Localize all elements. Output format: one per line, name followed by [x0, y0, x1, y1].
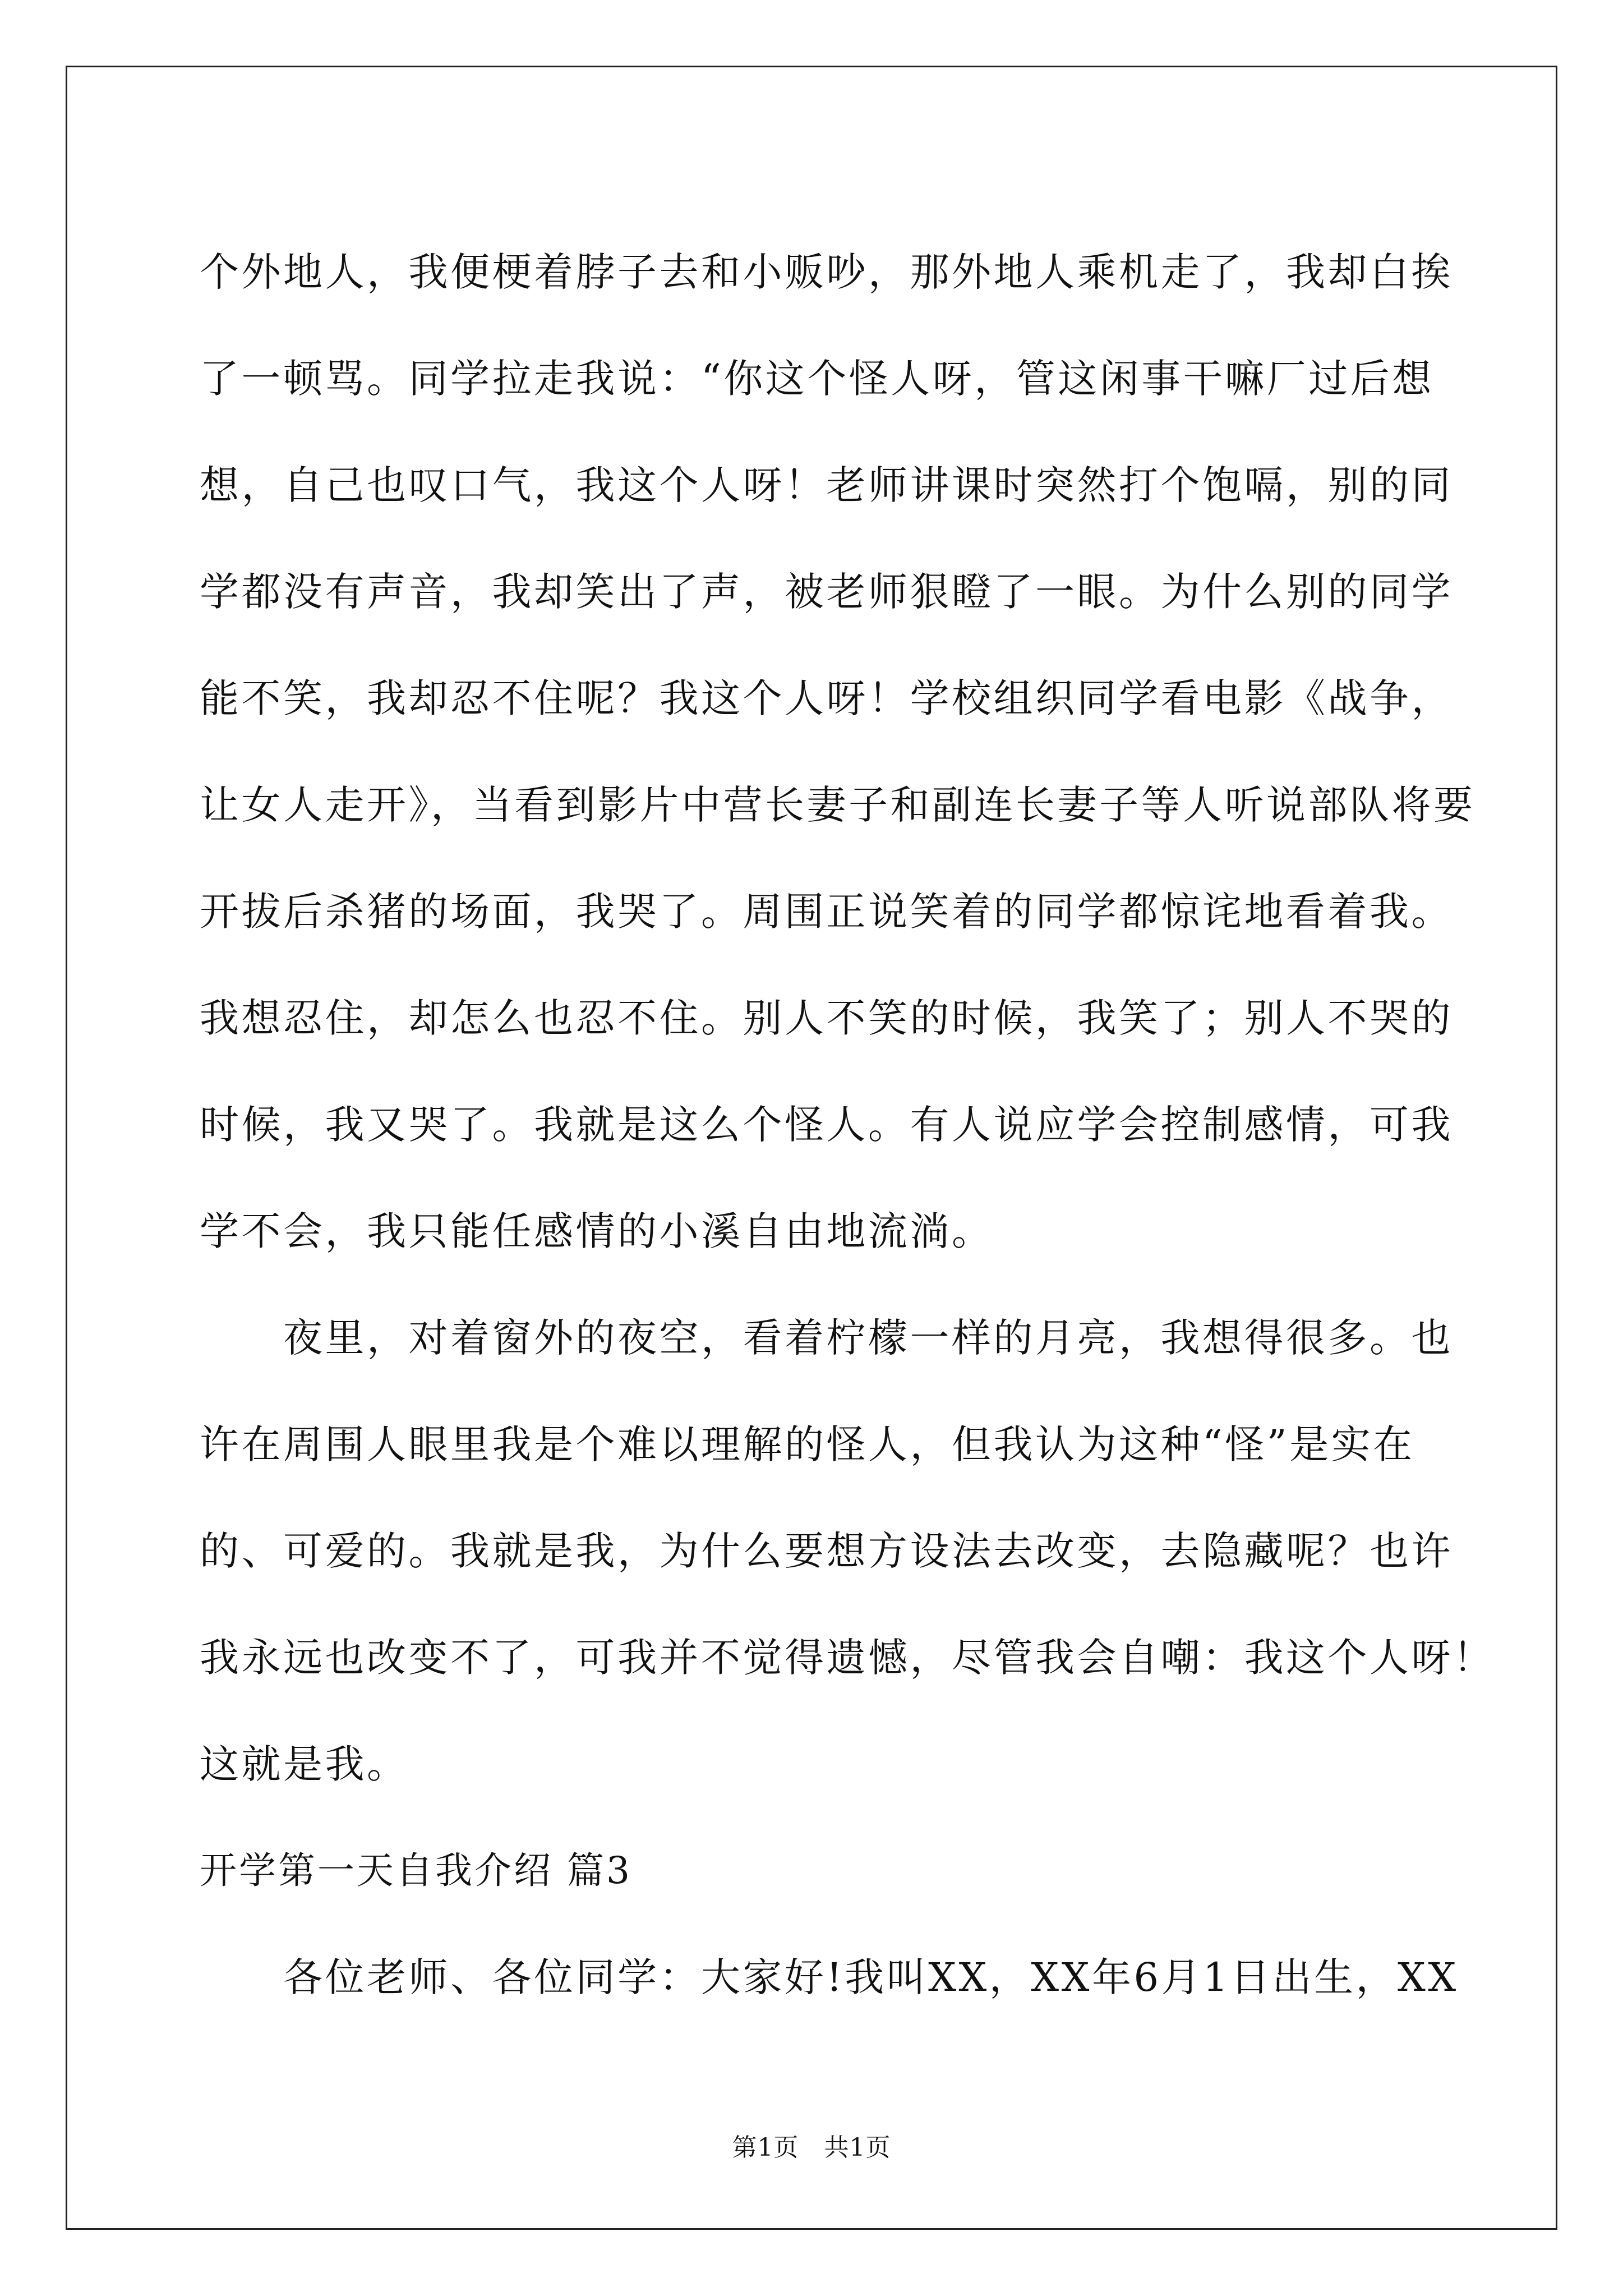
text-line: 的、可爱的。我就是我，为什么要想方设法去改变，去隐藏呢？也许 [200, 1528, 1453, 1574]
text-line: 开拔后杀猪的场面，我哭了。周围正说笑着的同学都惊诧地看着我。 [200, 889, 1453, 935]
text-line: 个外地人，我便梗着脖子去和小贩吵，那外地人乘机走了，我却白挨 [200, 249, 1453, 295]
text-line: 想，自己也叹口气，我这个人呀！老师讲课时突然打个饱嗝，别的同 [200, 462, 1453, 508]
text-line: 各位老师、各位同学：大家好!我叫XX，XX年6月1日出生，XX [200, 1954, 1459, 2000]
text-line: 夜里，对着窗外的夜空，看着柠檬一样的月亮，我想得很多。也 [200, 1315, 1453, 1361]
text-line: 许在周围人眼里我是个难以理解的怪人，但我认为这种“怪”是实在 [200, 1421, 1415, 1467]
text-line: 学不会，我只能任感情的小溪自由地流淌。 [200, 1208, 994, 1254]
text-line: 我永远也改变不了，可我并不觉得遗憾，尽管我会自嘲：我这个人呀！ [200, 1635, 1495, 1681]
text-line: 学都没有声音，我却笑出了声，被老师狠瞪了一眼。为什么别的同学 [200, 569, 1453, 615]
text-line: 让女人走开》，当看到影片中营长妻子和副连长妻子等人听说部队将要 [200, 782, 1476, 828]
text-line: 时候，我又哭了。我就是这么个怪人。有人说应学会控制感情，可我 [200, 1102, 1453, 1148]
text-line: 了一顿骂。同学拉走我说：“你这个怪人呀，管这闲事干嘛厂过后想 [200, 356, 1434, 402]
text-line: 这就是我。 [200, 1741, 409, 1787]
section-heading: 开学第一天自我介绍 篇3 [200, 1849, 632, 1892]
document-body [200, 219, 1495, 2031]
page-footer: 第1页 共1页 [732, 2133, 891, 2162]
text-line: 能不笑，我却忍不住呢？我这个人呀！学校组织同学看电影《战争， [200, 675, 1453, 721]
text-line: 我想忍住，却怎么也忍不住。别人不笑的时候，我笑了；别人不哭的 [200, 995, 1453, 1041]
